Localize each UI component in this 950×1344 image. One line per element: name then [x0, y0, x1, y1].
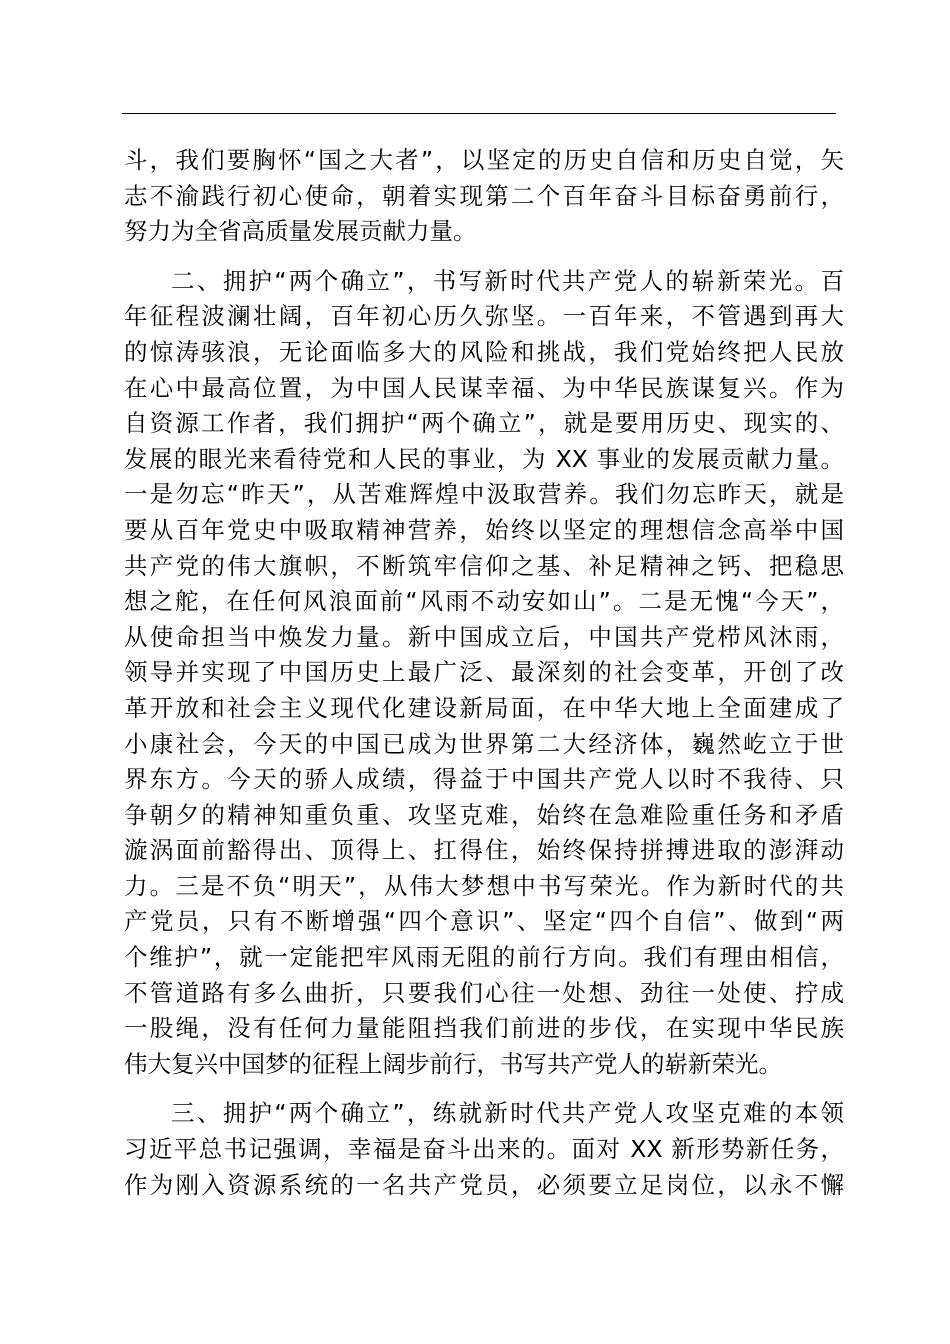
- text-line: 斗，我们要胸怀“国之大者”，以坚定的历史自信和历史自觉，矢: [124, 146, 844, 174]
- text-line: 努力为全省高质量发展贡献力量。: [124, 217, 477, 246]
- text-line: 习近平总书记强调，幸福是奋斗出来的。面对 XX 新形势新任务，: [124, 1135, 844, 1164]
- text-line: 产党员，只有不断增强“四个意识”、坚定“四个自信”、做到“两: [124, 907, 844, 936]
- text-line: 年征程波澜壮阔，百年初心历久弥坚。一百年来，不管遇到再大: [124, 302, 844, 331]
- text-line: 想之舵，在任何风浪面前“风雨不动安如山”。二是无愧“今天”，: [124, 587, 844, 616]
- text-line: 志不渝践行初心使命，朝着实现第二个百年奋斗目标奋勇前行，: [124, 181, 844, 210]
- text-line: 争朝夕的精神知重负重、攻坚克难，始终在急难险重任务和矛盾: [124, 800, 844, 829]
- text-line: 力。三是不负“明天”，从伟大梦想中书写荣光。作为新时代的共: [124, 871, 844, 900]
- text-line: 自资源工作者，我们拥护“两个确立”，就是要用历史、现实的、: [124, 409, 844, 438]
- text-line: 从使命担当中焕发力量。新中国成立后，中国共产党栉风沐雨，: [124, 622, 844, 651]
- text-line: 领导并实现了中国历史上最广泛、最深刻的社会变革，开创了改: [124, 658, 844, 687]
- text-line: 共产党的伟大旗帜，不断筑牢信仰之基、补足精神之钙、把稳思: [124, 551, 844, 580]
- document-body: [124, 143, 844, 1203]
- text-line: 小康社会，今天的中国已成为世界第二大经济体，巍然屹立于世: [124, 729, 844, 758]
- paragraph-1: [124, 143, 844, 250]
- text-line: 一股绳，没有任何力量能阻挡我们前进的步伐，在实现中华民族: [124, 1014, 844, 1043]
- text-line: 在心中最高位置，为中国人民谋幸福、为中华民族谋复兴。作为: [124, 373, 844, 402]
- paragraph-2: [124, 264, 844, 1083]
- text-line: 一是勿忘“昨天”，从苦难辉煌中汲取营养。我们勿忘昨天，就是: [124, 480, 844, 509]
- text-line: 漩涡面前豁得出、顶得上、扛得住，始终保持拼搏进取的澎湃动: [124, 836, 844, 865]
- header-rule: [122, 113, 836, 114]
- text-line: 三、拥护“两个确立”，练就新时代共产党人攻坚克难的本领: [171, 1099, 844, 1128]
- text-line: 革开放和社会主义现代化建设新局面，在中华大地上全面建成了: [124, 693, 844, 722]
- text-line: 发展的眼光来看待党和人民的事业，为 XX 事业的发展贡献力量。: [124, 444, 844, 473]
- text-line: 界东方。今天的骄人成绩，得益于中国共产党人以时不我待、只: [124, 765, 844, 794]
- text-line: 伟大复兴中国梦的征程上阔步前行，书写共产党人的崭新荣光。: [124, 1049, 782, 1078]
- text-line: 要从百年党史中吸取精神营养，始终以坚定的理想信念高举中国: [124, 515, 844, 544]
- paragraph-3: [124, 1096, 844, 1203]
- text-line: 二、拥护“两个确立”，书写新时代共产党人的崭新荣光。百: [171, 266, 844, 295]
- text-line: 不管道路有多么曲折，只要我们心往一处想、劲往一处使、拧成: [124, 978, 844, 1007]
- text-line: 个维护”，就一定能把牢风雨无阻的前行方向。我们有理由相信，: [124, 943, 844, 972]
- text-line: 作为刚入资源系统的一名共产党员，必须要立足岗位，以永不懈: [124, 1170, 844, 1199]
- text-line: 的惊涛骇浪，无论面临多大的风险和挑战，我们党始终把人民放: [124, 337, 844, 366]
